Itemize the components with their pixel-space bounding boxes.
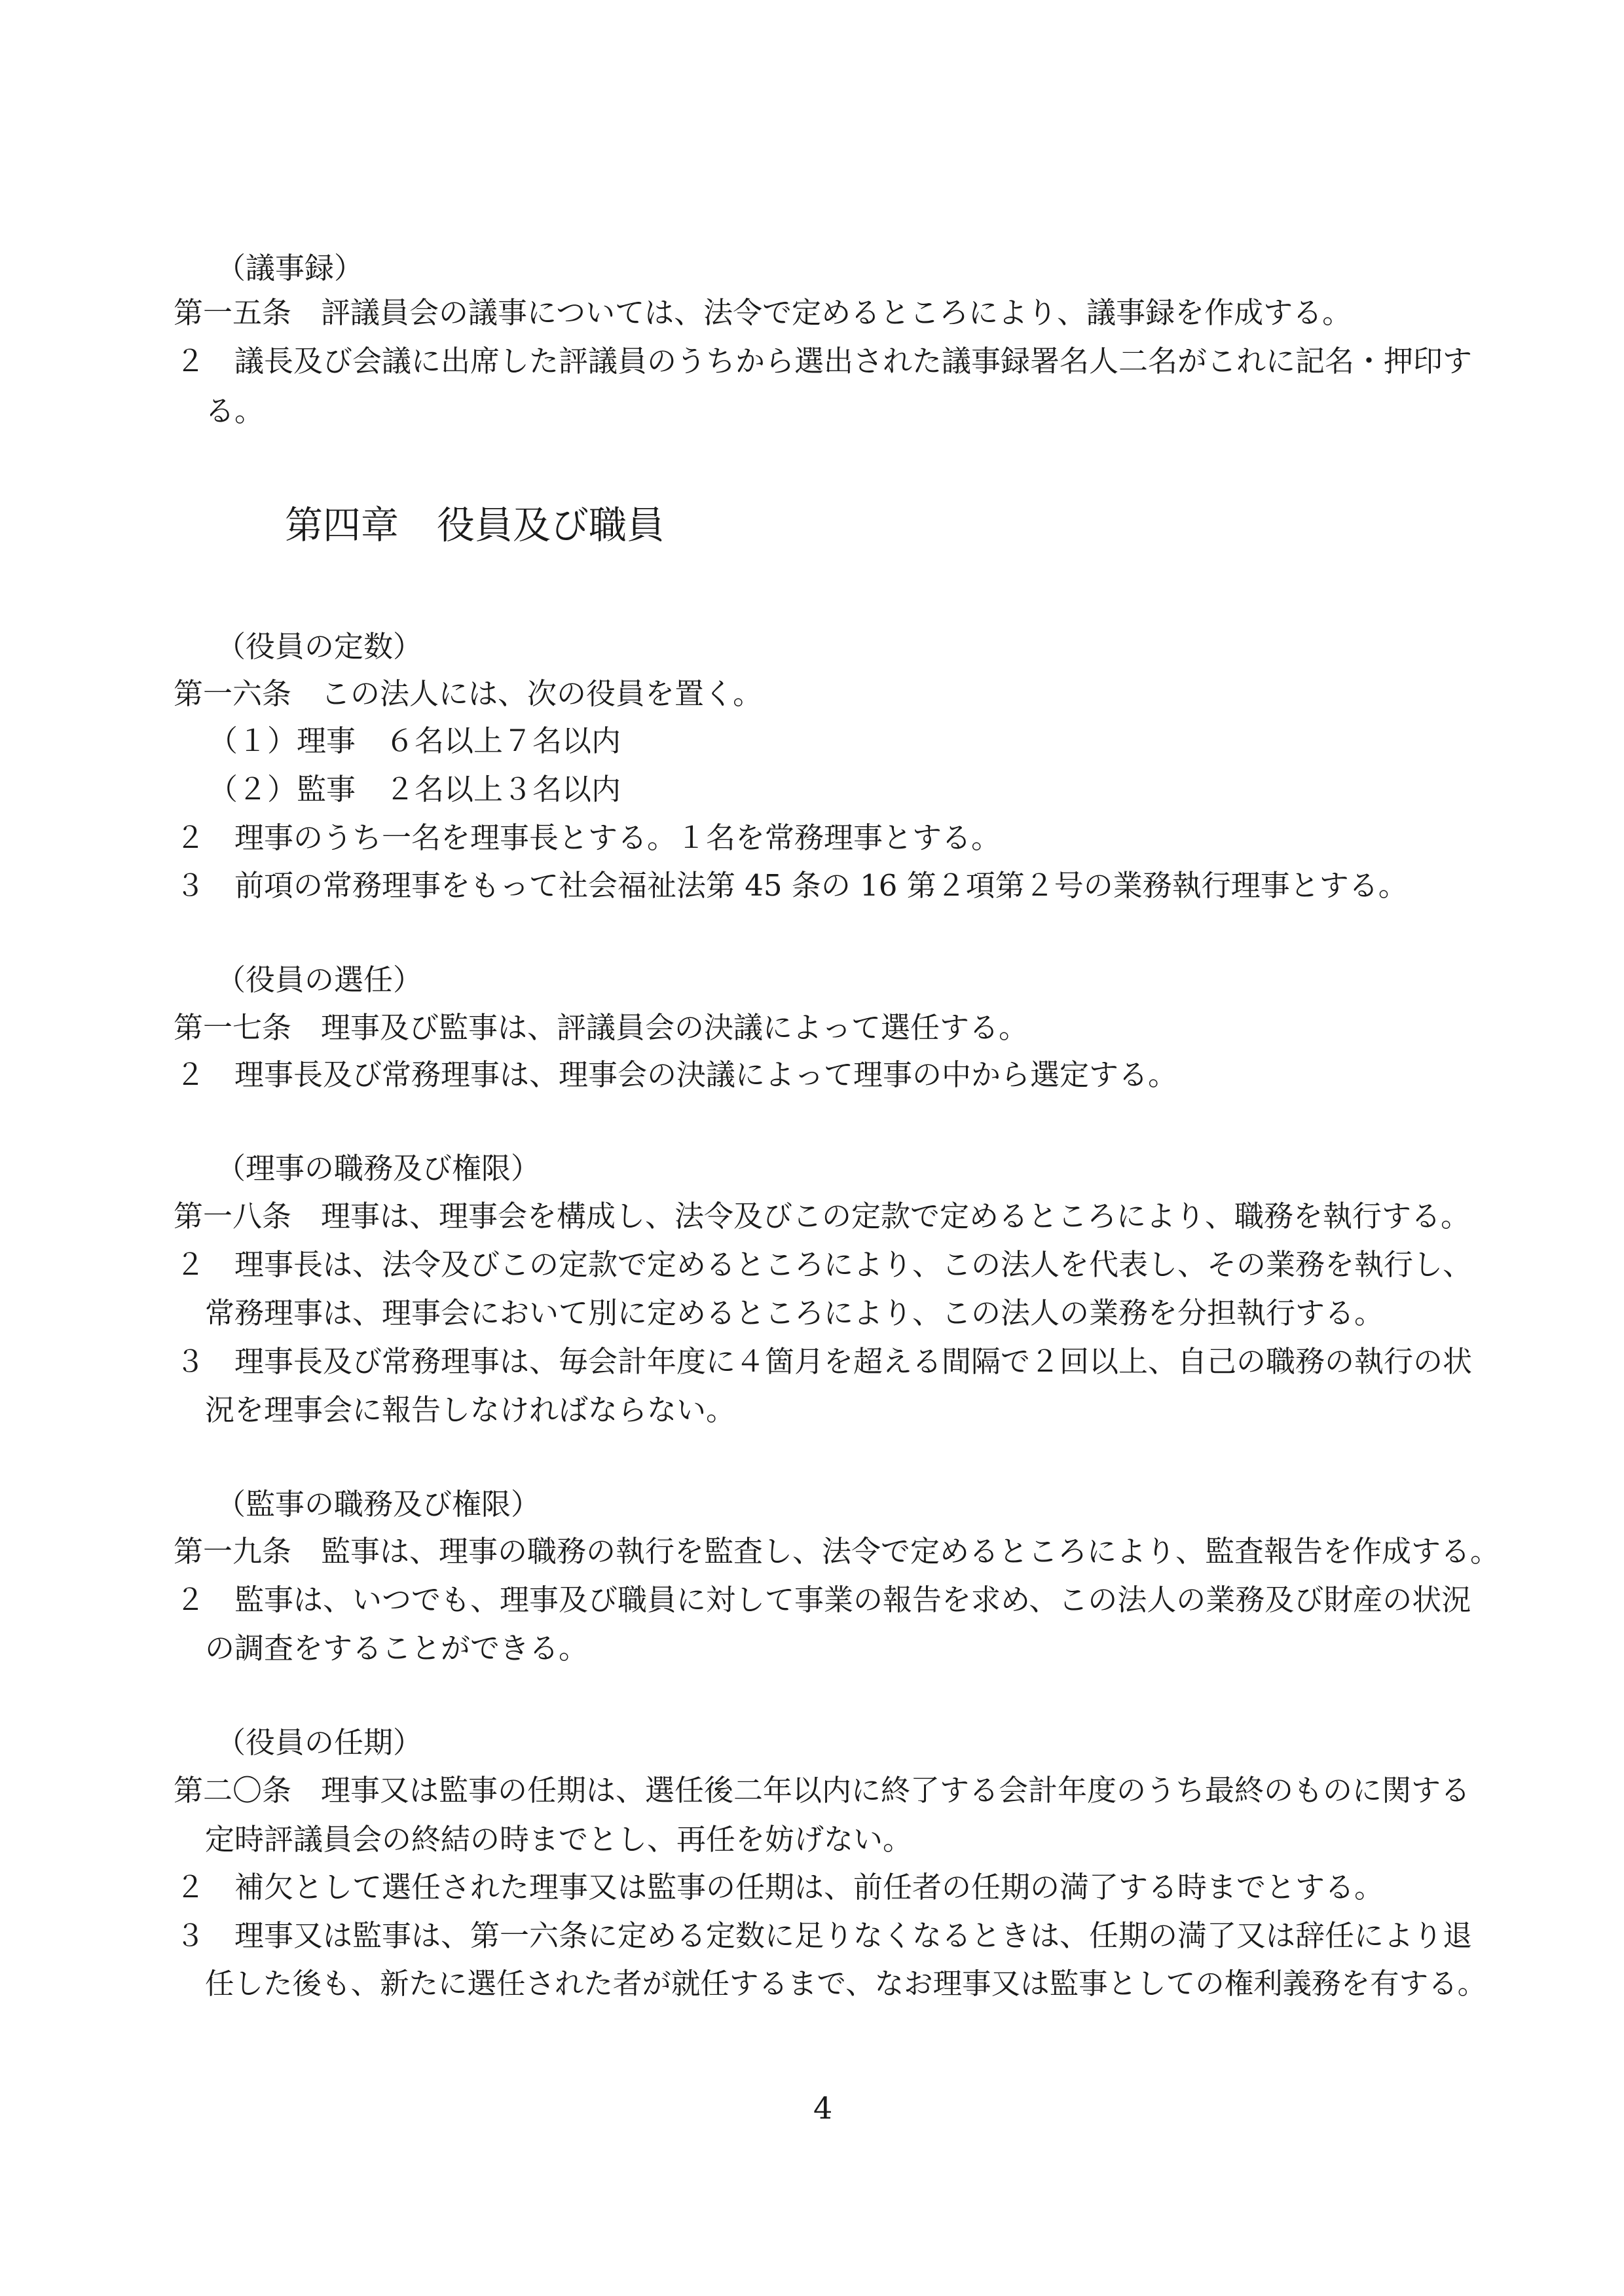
list-item: （１）理事 ６名以上７名以内 <box>208 723 621 758</box>
section-caption: （役員の任期） <box>216 1725 423 1760</box>
article-text: 第一八条 理事は、理事会を構成し、法令及びこの定款で定めるところにより、職務を執行する。 <box>174 1199 1471 1233</box>
paragraph-continuation: 任した後も、新たに選任された者が就任するまで、なお理事又は監事としての権利義務を有する。 <box>205 1967 1487 2001</box>
article-text: 第二〇条 理事又は監事の任期は、選任後二年以内に終了する会計年度のうち最終のものに関する <box>174 1773 1471 1808</box>
section-caption: （理事の職務及び権限） <box>216 1151 541 1186</box>
paragraph-text: ３ 理事又は監事は、第一六条に定める定数に足りなくなるときは、任期の満了又は辞任により退 <box>175 1918 1473 1953</box>
paragraph-continuation: る。 <box>205 393 265 428</box>
article-text: 第一五条 評議員会の議事については、法令で定めるところにより、議事録を作成する。 <box>174 295 1352 330</box>
page-number: 4 <box>813 2090 833 2126</box>
paragraph-continuation: 常務理事は、理事会において別に定めるところにより、この法人の業務を分担執行する。 <box>205 1296 1384 1330</box>
paragraph-continuation: 況を理事会に報告しなければならない。 <box>205 1393 736 1427</box>
section-caption: （役員の選任） <box>216 962 423 997</box>
paragraph-text: ２ 議長及び会議に出席した評議員のうちから選出された議事録署名人二名がこれに記名・押印す <box>175 344 1473 378</box>
section-caption: （議事録） <box>216 251 364 285</box>
paragraph-text: ２ 理事のうち一名を理事長とする。１名を常務理事とする。 <box>175 820 1001 855</box>
article-text: 第一七条 理事及び監事は、評議員会の決議によって選任する。 <box>174 1010 1029 1045</box>
section-caption: （監事の職務及び権限） <box>216 1487 541 1522</box>
paragraph-text: ２ 監事は、いつでも、理事及び職員に対して事業の報告を求め、この法人の業務及び財産の状況 <box>175 1582 1471 1617</box>
paragraph-continuation: 定時評議員会の終結の時までとし、再任を妨げない。 <box>205 1822 913 1857</box>
section-caption: （役員の定数） <box>216 629 423 664</box>
paragraph-text: ２ 理事長及び常務理事は、理事会の決議によって理事の中から選定する。 <box>175 1057 1178 1092</box>
paragraph-continuation: の調査をすることができる。 <box>205 1631 589 1666</box>
chapter-heading: 第四章 役員及び職員 <box>285 503 665 547</box>
paragraph-text: ３ 理事長及び常務理事は、毎会計年度に４箇月を超える間隔で２回以上、自己の職務の執行の状 <box>175 1344 1473 1379</box>
article-text: 第一六条 この法人には、次の役員を置く。 <box>174 676 763 711</box>
paragraph-text: ２ 理事長は、法令及びこの定款で定めるところにより、この法人を代表し、その業務を執行し、 <box>175 1247 1473 1282</box>
paragraph-text: ２ 補欠として選任された理事又は監事の任期は、前任者の任期の満了する時までとする。 <box>175 1870 1384 1904</box>
list-item: （２）監事 ２名以上３名以内 <box>208 772 621 807</box>
paragraph-text: ３ 前項の常務理事をもって社会福祉法第 45 条の 16 第２項第２号の業務執行理事とする。 <box>175 868 1408 903</box>
article-text: 第一九条 監事は、理事の職務の執行を監査し、法令で定めるところにより、監査報告を作成する。 <box>174 1534 1500 1569</box>
